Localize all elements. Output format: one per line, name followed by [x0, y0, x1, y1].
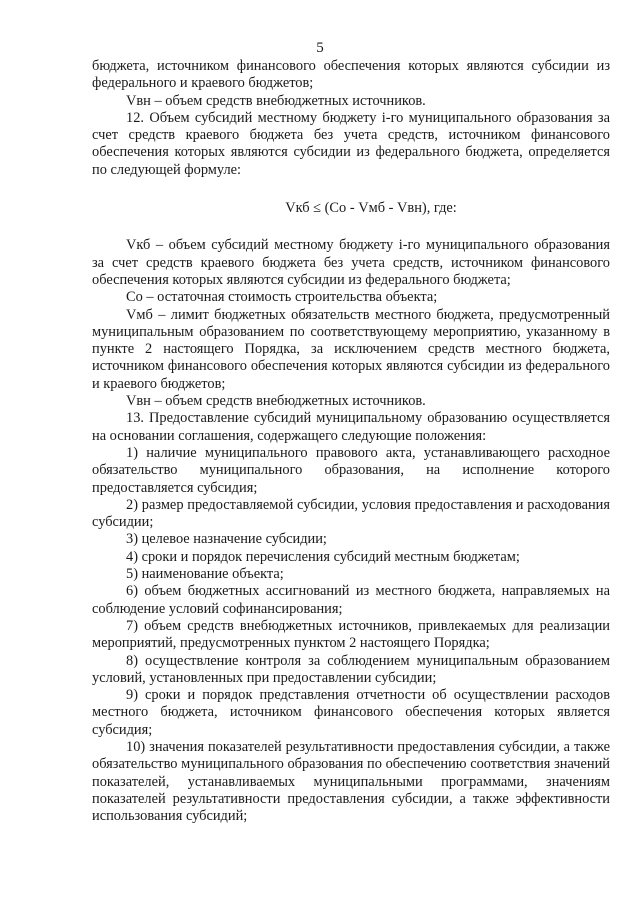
- paragraph: 6) объем бюджетных ассигнований из местного бюджета, направляемых на соблюдение условий софинансирования;: [92, 583, 610, 617]
- paragraph: 9) сроки и порядок представления отчетности об осуществлении расходов местного бюджета, источником финансового обеспечения которых является субсидия;: [92, 687, 610, 738]
- paragraph: 2) размер предоставляемой субсидии, условия предоставления и расходования субсидии;: [92, 496, 610, 531]
- paragraph: 3) целевое назначение субсидии;: [126, 531, 327, 548]
- paragraphs-after-formula: [92, 237, 610, 825]
- paragraph: 12. Объем субсидий местному бюджету i-го муниципального образования за счет средств краевого бюджета без учета средств, источником финансового обеспечения которых являются субсидии из федерального бюджета, определяется по следующей формуле:: [92, 109, 610, 178]
- formula: Vкб ≤ (Со - Vмб - Vвн), где:: [285, 200, 457, 217]
- paragraph: 8) осуществление контроля за соблюдением муниципальным образованием условий, установленных при предоставлении субсидии;: [92, 652, 610, 686]
- paragraph: 7) объем средств внебюджетных источников, привлекаемых для реализации мероприятий, предусмотренных пунктом 2 настоящего Порядка;: [92, 617, 610, 652]
- paragraph: Vмб – лимит бюджетных обязательств местного бюджета, предусмотренный муниципальным образованием по соответствующему мероприятию, указанному в пункте 2 настоящего Порядка, за исключением средств местного бюджета, источником финансового обеспечения которых являются субсидии из федерального и краевого бюджетов;: [92, 306, 610, 392]
- document-body: [92, 58, 610, 825]
- paragraph: 5) наименование объекта;: [126, 566, 284, 583]
- paragraph: 10) значения показателей результативности предоставления субсидии, а также обязательство муниципального образования по обеспечению соответствия значений показателей, устанавливаемых муниципальными программами, значениям показателей результативности предоставления субсидии, а также эффективности использования субсидий;: [92, 738, 610, 825]
- paragraph: 4) сроки и порядок перечисления субсидий местным бюджетам;: [126, 548, 520, 565]
- page-number: 5: [316, 40, 324, 56]
- paragraph: Со – остаточная стоимость строительства объекта;: [126, 289, 438, 306]
- paragraph: Vкб – объем субсидий местному бюджету i-го муниципального образования за счет средств краевого бюджета без учета средств, источником финансового обеспечения которых являются субсидии из федерального бюджета;: [92, 237, 610, 288]
- paragraph: 13. Предоставление субсидий муниципальному образованию осуществляется на основании соглашения, содержащего следующие положения:: [92, 410, 610, 444]
- paragraph: Vвн – объем средств внебюджетных источников.: [126, 393, 426, 410]
- paragraphs-before-formula: [92, 58, 610, 179]
- paragraph: Vвн – объем средств внебюджетных источников.: [126, 92, 426, 109]
- paragraph: 1) наличие муниципального правового акта, устанавливающего расходное обязательство муниципального образования, на исполнение которого предоставляется субсидия;: [92, 444, 610, 496]
- paragraph: бюджета, источником финансового обеспечения которых являются субсидии из федерального и краевого бюджетов;: [92, 58, 610, 92]
